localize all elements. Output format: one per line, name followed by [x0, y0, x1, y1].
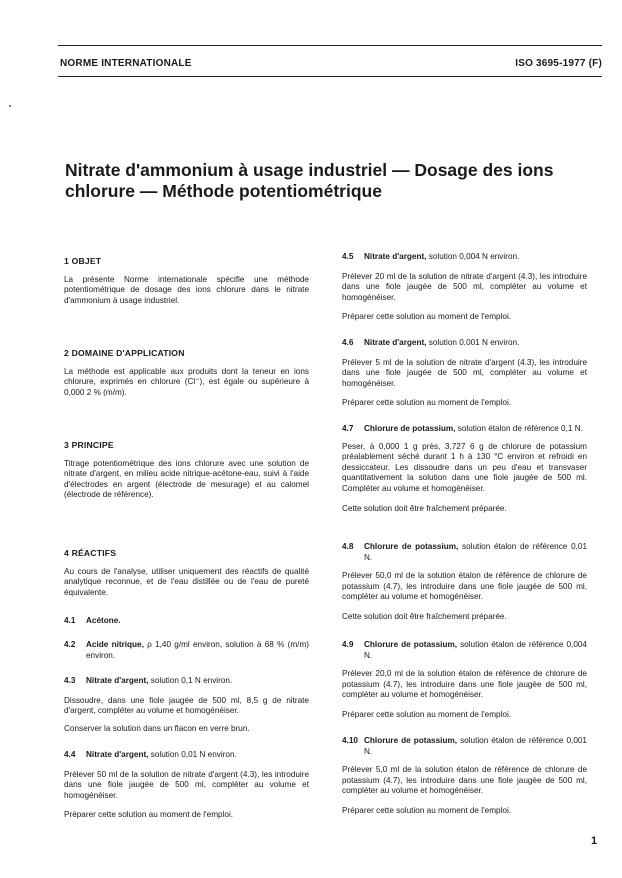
section-heading: 3 PRINCIPE — [64, 440, 114, 450]
paragraph: La méthode est applicable aux produits dont la teneur en ions chlorure, exprimés en chlorure (Cl⁻), est égale ou supérieure à 0,000 2 % (m/m). — [64, 366, 309, 397]
reagent-name: Chlorure de potassium, — [364, 542, 459, 551]
reagent-spec: solution étalon de référence 0,004 N. — [364, 640, 587, 660]
paragraph: Préparer cette solution au moment de l'emploi. — [342, 398, 512, 408]
paragraph: Cette solution doit être fraîchement préparée. — [342, 611, 507, 621]
paragraph: Dissoudre, dans une fiole jaugée de 500 ml, 8,5 g de nitrate d'argent, compléter au volume et homogénéiser. — [64, 695, 309, 716]
section-objet — [64, 256, 309, 306]
paragraph: La présente Norme internationale spécifie une méthode potentiométrique de dosage des ions chlorure dans le nitrate d'ammonium à usage industriel. — [64, 274, 309, 305]
reagent-name: Nitrate d'argent, — [364, 338, 427, 347]
section-heading: 2 DOMAINE D'APPLICATION — [64, 348, 185, 358]
paragraph: Préparer cette solution au moment de l'emploi. — [342, 312, 512, 322]
page-number: 1 — [591, 835, 598, 847]
paragraph: Prélever 5 ml de la solution de nitrate d'argent (4.3), les introduire dans une fiole jaugée de 500 ml, compléter au volume et homogénéiser. — [342, 357, 587, 388]
title-line-2: chlorure — Méthode potentiométrique — [65, 181, 382, 201]
section-principe — [64, 440, 309, 501]
document-title — [65, 160, 585, 202]
paragraph: Peser, à 0,000 1 g près, 3,727 6 g de chlorure de potassium préalablement séché durant 1 h à 130 °C environ et refroidi en dessiccateur. Les dissoudre dans un peu d'eau et transvaser quantitativement la solution dans une fiole jaugée de 500 ml. Compléter au volume et homogénéiser. — [342, 441, 587, 493]
reagent-number: 4.1 — [64, 616, 76, 625]
reagent-spec: solution étalon de référence 0,1 N. — [457, 424, 583, 433]
reagent-4-6 — [342, 338, 587, 409]
reagent-4-2 — [64, 640, 309, 661]
reagent-spec: solution étalon de référence 0,001 N. — [364, 736, 587, 756]
reagent-spec: solution 0,001 N environ. — [428, 338, 520, 347]
paragraph: Prélever 20 ml de la solution de nitrate d'argent (4.3), les introduire dans une fiole jaugée de 500 ml, compléter au volume et homogénéiser. — [342, 271, 587, 302]
top-rule — [58, 45, 602, 46]
paragraph: Prélever 50,0 ml de la solution étalon de référence de chlorure de potassium (4.7), les introduire dans une fiole jaugée de 500 ml, compléter au volume et homogénéiser. — [342, 571, 587, 602]
reagent-name: Chlorure de potassium, — [364, 736, 457, 745]
header-rule — [58, 76, 602, 77]
title-line-1: Nitrate d'ammonium à usage industriel — Dosage des ions — [65, 160, 554, 180]
reagent-spec: solution 0,1 N environ. — [150, 676, 233, 685]
paragraph: Titrage potentiométrique des ions chlorure avec une solution de nitrate d'argent, en milieu acide nitrique-acétone-eau, suivi à l'aide d'électrodes en argent (électrode de mesurage) et au calomel (électrode de référence). — [64, 458, 309, 500]
paragraph: Conserver la solution dans un flacon en verre brun. — [64, 723, 250, 733]
reagent-4-9 — [342, 640, 587, 721]
section-heading: 4 RÉACTIFS — [64, 548, 117, 558]
reagent-number: 4.5 — [342, 252, 354, 261]
reagent-4-5 — [342, 252, 587, 323]
reagent-number: 4.8 — [342, 542, 354, 551]
scan-speck — [9, 105, 11, 107]
paragraph: Préparer cette solution au moment de l'emploi. — [342, 709, 512, 719]
paragraph: Prélever 50 ml de la solution de nitrate d'argent (4.3), les introduire dans une fiole jaugée de 500 ml, compléter au volume et homogénéiser. — [64, 769, 309, 800]
reagent-4-10 — [342, 736, 587, 817]
reagent-4-7 — [342, 424, 587, 514]
paragraph: Prélever 5,0 ml de la solution étalon de référence de chlorure de potassium (4.7), les introduire dans une fiole jaugée de 500 ml, compléter au volume et homogénéiser. — [342, 765, 587, 796]
reagent-name: Chlorure de potassium, — [364, 424, 456, 433]
section-domaine — [64, 348, 309, 398]
reagent-name: Nitrate d'argent, — [364, 252, 427, 261]
reagent-spec: solution 0,004 N environ. — [428, 252, 520, 261]
reagent-spec: solution 0,01 N environ. — [150, 750, 237, 759]
section-heading: 1 OBJET — [64, 256, 102, 266]
reagent-4-1 — [64, 616, 309, 627]
reagent-number: 4.4 — [64, 750, 76, 759]
reagent-4-3 — [64, 676, 309, 734]
header-standard-number: ISO 3695-1977 (F) — [515, 58, 602, 69]
reagent-number: 4.10 — [342, 736, 358, 745]
header-standard-type: NORME INTERNATIONALE — [60, 58, 192, 69]
paragraph: Au cours de l'analyse, utiliser uniquement des réactifs de qualité analytique reconnue, et de l'eau distillée ou de l'eau de pureté équivalente. — [64, 566, 309, 597]
reagent-number: 4.9 — [342, 640, 354, 649]
reagent-name: Acétone. — [86, 616, 121, 625]
reagent-number: 4.2 — [64, 640, 76, 649]
reagent-spec: solution étalon de référence 0,01 N. — [364, 542, 588, 562]
reagent-name: Acide nitrique, — [86, 640, 144, 649]
reagent-number: 4.7 — [342, 424, 354, 433]
paragraph: Préparer cette solution au moment de l'emploi. — [64, 810, 234, 820]
reagent-name: Nitrate d'argent, — [86, 750, 149, 759]
section-reactifs — [64, 548, 309, 598]
reagent-spec: ρ 1,40 g/ml environ, solution à 68 % (m/m) environ. — [86, 640, 309, 660]
paragraph: Prélever 20,0 ml de la solution étalon de référence de chlorure de potassium (4.7), les introduire dans une fiole jaugée de 500 ml, compléter au volume et homogénéiser. — [342, 669, 587, 700]
reagent-4-8 — [342, 542, 587, 623]
reagent-name: Nitrate d'argent, — [86, 676, 149, 685]
paragraph: Cette solution doit être fraîchement préparée. — [342, 503, 507, 513]
reagent-name: Chlorure de potassium, — [364, 640, 457, 649]
paragraph: Préparer cette solution au moment de l'emploi. — [342, 805, 512, 815]
reagent-number: 4.6 — [342, 338, 354, 347]
reagent-number: 4.3 — [64, 676, 76, 685]
reagent-4-4 — [64, 750, 309, 821]
